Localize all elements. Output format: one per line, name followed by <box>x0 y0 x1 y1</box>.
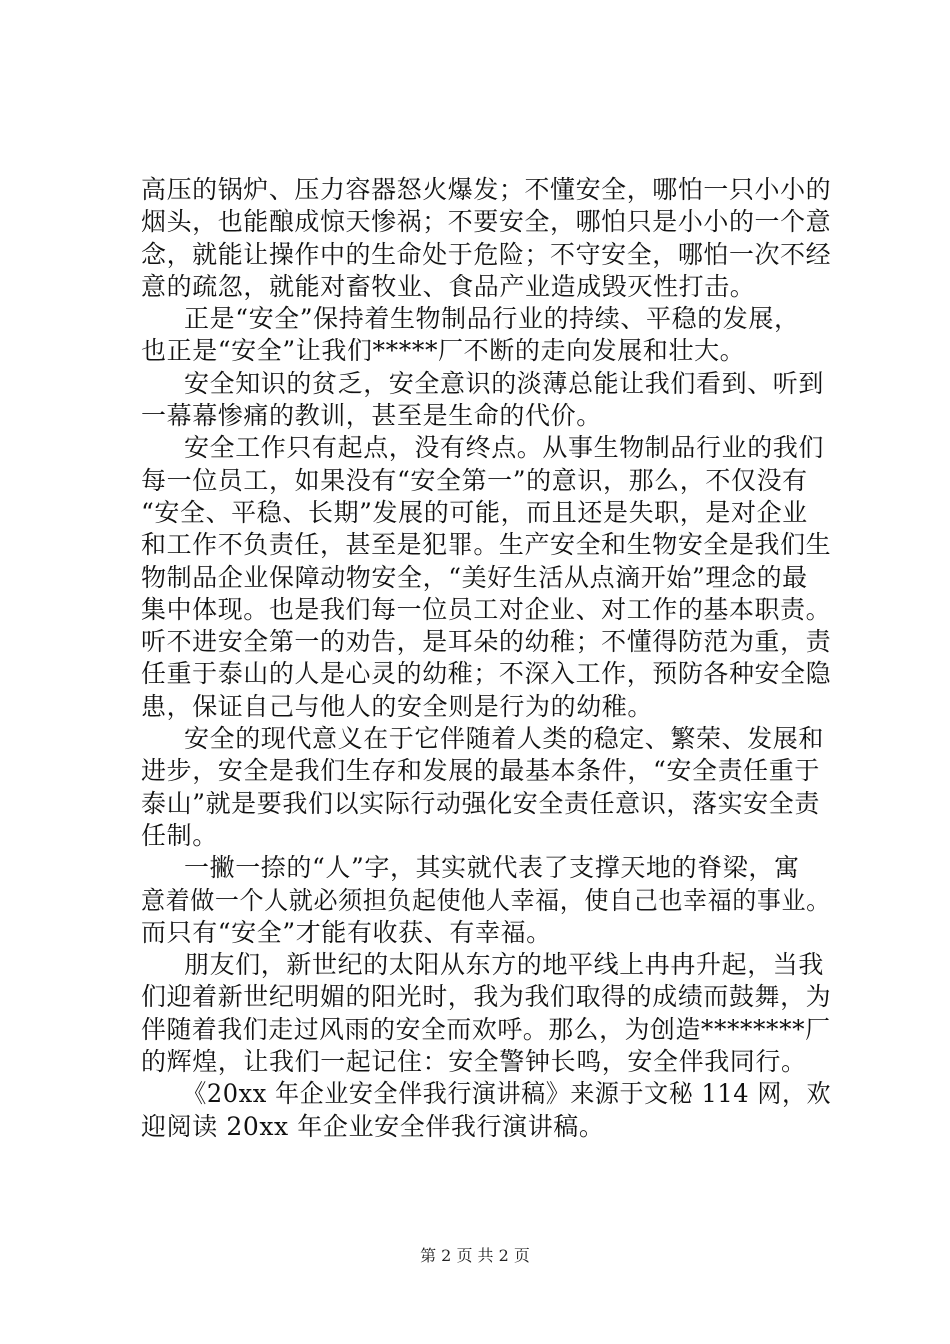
text-line: 安全工作只有起点，没有终点。从事生物制品行业的我们 <box>184 433 825 463</box>
text-line: 任重于泰山的人是心灵的幼稚；不深入工作，预防各种安全隐 <box>141 659 832 689</box>
text-line: 任制。 <box>141 820 218 850</box>
text-line: 的辉煌，让我们一起记住：安全警钟长鸣，安全伴我同行。 <box>141 1047 807 1077</box>
page-footer: 第 2 页 共 2 页 <box>420 1246 530 1265</box>
text-line: 安全的现代意义在于它伴随着人类的稳定、繁荣、发展和 <box>184 724 825 754</box>
text-line: 一幕幕惨痛的教训，甚至是生命的代价。 <box>141 401 602 431</box>
text-line: 而只有“安全”才能有收获、有幸福。 <box>141 917 552 947</box>
text-line: 也正是“安全”让我们*****厂不断的走向发展和壮大。 <box>141 336 746 366</box>
document-body <box>141 174 831 1143</box>
text-line: 迎阅读 20xx 年企业安全伴我行演讲稿。 <box>141 1111 605 1141</box>
text-line: 意着做一个人就必须担负起使他人幸福，使自己也幸福的事业。 <box>141 885 831 915</box>
text-line: 安全知识的贫乏，安全意识的淡薄总能让我们看到、听到 <box>184 368 825 398</box>
text-line: 念，就能让操作中的生命处于危险；不守安全，哪怕一次不经 <box>141 239 832 269</box>
text-line: 伴随着我们走过风雨的安全而欢呼。那么，为创造********厂 <box>141 1014 831 1044</box>
text-line: “安全、平稳、长期”发展的可能，而且还是失职，是对企业 <box>141 497 808 527</box>
text-line: 进步，安全是我们生存和发展的最基本条件，“安全责任重于 <box>141 756 820 786</box>
text-line: 听不进安全第一的劝告，是耳朵的幼稚；不懂得防范为重，责 <box>141 627 832 657</box>
text-line: 一撇一捺的“人”字，其实就代表了支撑天地的脊梁，寓 <box>184 853 800 883</box>
text-line: 高压的锅炉、压力容器怒火爆发；不懂安全，哪怕一只小小的 <box>141 175 832 204</box>
text-line: 意的疏忽，就能对畜牧业、食品产业造成毁灭性打击。 <box>141 271 756 301</box>
text-line: 集中体现。也是我们每一位员工对企业、对工作的基本职责。 <box>141 594 832 624</box>
text-line: 每一位员工，如果没有“安全第一”的意识，那么，不仅没有 <box>141 465 808 495</box>
text-line: 物制品企业保障动物安全，“美好生活从点滴开始”理念的最 <box>141 562 808 592</box>
text-line: 患，保证自己与他人的安全则是行为的幼稚。 <box>141 691 654 721</box>
text-line: 烟头，也能酿成惊天惨祸；不要安全，哪怕只是小小的一个意 <box>141 207 832 237</box>
text-line: 们迎着新世纪明媚的阳光时，我为我们取得的成绩而鼓舞，为 <box>141 982 832 1012</box>
text-line: 朋友们，新世纪的太阳从东方的地平线上冉冉升起，当我 <box>184 950 825 980</box>
text-line: 《20xx 年企业安全伴我行演讲稿》来源于文秘 114 网，欢 <box>182 1079 832 1109</box>
text-line: 和工作不负责任，甚至是犯罪。生产安全和生物安全是我们生 <box>141 530 832 560</box>
text-line: 泰山”就是要我们以实际行动强化安全责任意识，落实安全责 <box>141 788 820 818</box>
text-line: 正是“安全”保持着生物制品行业的持续、平稳的发展， <box>184 304 800 334</box>
